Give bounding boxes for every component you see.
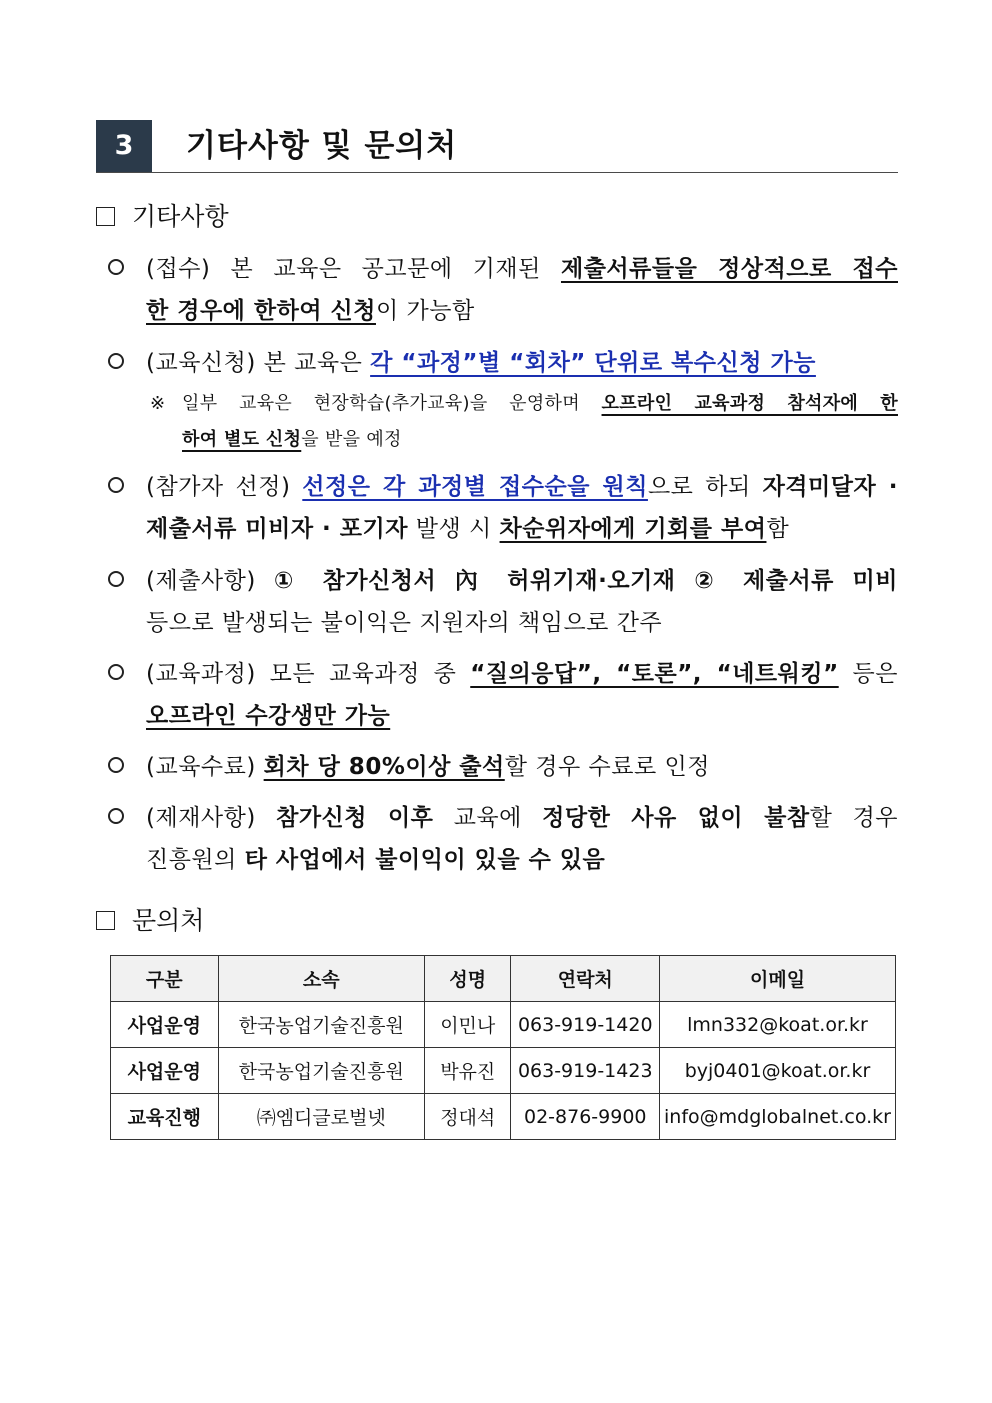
text-segment: 회차 당 80%이상 출석 [263,754,505,780]
text-segment: (교육수료) [146,754,264,780]
bullet-text [146,466,898,550]
circle-bullet-icon [108,560,130,602]
cell-organization: 한국농업기술진흥원 [218,1002,424,1048]
text-segment: 함 [766,516,790,542]
column-header: 성명 [424,956,511,1002]
cell-phone: 063-919-1420 [511,1002,660,1048]
text-segment: 각 “과정”별 “회차” 단위로 복수신청 가능 [370,350,816,376]
bullet-item [108,342,898,384]
cell-phone: 063-919-1423 [511,1048,660,1094]
subheading-contact [96,905,204,937]
text-segment: 이 가능함 [375,298,475,324]
table-row [111,1048,896,1094]
bullet-text [146,653,898,737]
text-line [146,290,898,332]
square-bullet-icon [96,207,115,226]
cell-category: 사업운영 [111,1002,219,1048]
note-mark: ※ [150,393,166,414]
text-segment: 제출서류들을 정상적으로 접수 [560,256,898,282]
text-segment: 오프라인 수강생만 가능 [146,703,391,729]
bullet-item [108,248,898,332]
text-segment: 타 사업에서 불이익이 있을 수 있음 [244,847,606,873]
circle-bullet-icon [108,653,130,695]
table-row [111,1002,896,1048]
bullet-text [146,342,898,384]
cell-name: 이민나 [424,1002,511,1048]
cell-organization: 한국농업기술진흥원 [218,1048,424,1094]
column-header: 소속 [218,956,424,1002]
cell-email[interactable]: info@mdglobalnet.co.kr [660,1094,896,1140]
square-bullet-icon [96,911,115,930]
text-segment: 제출서류 미비자 · 포기자 [146,516,408,542]
cell-category: 교육진행 [111,1094,219,1140]
contact-table [110,955,896,1140]
cell-email[interactable]: lmn332@koat.or.kr [660,1002,896,1048]
text-segment: ① 참가신청서 內 허위기재·오기재 ② 제출서류 미비 [273,568,898,594]
cell-email[interactable]: byj0401@koat.or.kr [660,1048,896,1094]
text-segment: 을 받을 예정 [301,429,402,450]
bullet-text [146,746,898,788]
text-line [146,342,898,384]
text-segment: 한 경우에 한하여 신청 [146,298,376,324]
text-line [146,602,898,644]
text-line [146,653,898,695]
text-segment: “질의응답”, “토론”, “네트워킹” [470,661,839,687]
text-line [146,797,898,839]
text-segment: 등은 [838,661,898,687]
text-segment: 자격미달자 · [762,474,898,500]
text-segment: 할 경우 [809,805,899,831]
cell-name: 박유진 [424,1048,511,1094]
bullet-item [108,653,898,737]
circle-bullet-icon [108,746,130,788]
text-line [146,695,898,737]
text-segment: (참가자 선정) [146,474,303,500]
text-segment: 차순위자에게 기회를 부여 [499,516,767,542]
table-header-row [111,956,896,1002]
text-segment: 할 경우 수료로 인정 [504,754,710,780]
bullet-item [108,560,898,644]
text-line [182,422,898,458]
text-segment: 으로 하되 [647,474,763,500]
circle-bullet-icon [108,797,130,839]
cell-name: 정대석 [424,1094,511,1140]
subheading-etc [96,201,229,233]
text-segment: 교육에 [433,805,543,831]
text-segment: (교육과정) 모든 교육과정 중 [146,661,471,687]
bullet-text [146,248,898,332]
bullet-text [146,560,898,644]
bullet-item [108,746,898,788]
text-segment: 정당한 사유 없이 불참 [542,805,810,831]
column-header: 구분 [111,956,219,1002]
text-segment: (접수) 본 교육은 공고문에 기재된 [146,256,561,282]
subheading-contact-label: 문의처 [132,906,205,935]
column-header: 연락처 [511,956,660,1002]
subheading-etc-label: 기타사항 [132,202,229,231]
bullet-item [108,797,898,881]
text-segment: (교육신청) 본 교육은 [146,350,371,376]
text-line [146,560,898,602]
note [150,386,898,458]
bullet-text [146,797,898,881]
text-segment: 선정은 각 과정별 접수순을 원칙 [302,474,648,500]
cell-category: 사업운영 [111,1048,219,1094]
cell-organization: ㈜엠디글로벌넷 [218,1094,424,1140]
text-line [146,466,898,508]
text-segment: 진흥원의 [146,847,245,873]
text-segment: (제출사항) [146,568,274,594]
text-segment: 하여 별도 신청 [182,429,302,450]
text-line [146,508,898,550]
text-line [146,248,898,290]
text-segment: (제재사항) [146,805,277,831]
text-line [146,746,898,788]
text-segment: 발생 시 [407,516,500,542]
circle-bullet-icon [108,342,130,384]
bullet-item [108,466,898,550]
note-text [182,386,898,458]
text-segment: 오프라인 교육과정 참석자에 한 [601,393,898,414]
cell-phone: 02-876-9900 [511,1094,660,1140]
text-segment: 등으로 발생되는 불이익은 지원자의 책임으로 간주 [146,610,663,636]
column-header: 이메일 [660,956,896,1002]
table-row [111,1094,896,1140]
section-title: 기타사항 및 문의처 [186,128,458,164]
text-line [182,386,898,422]
text-line [146,839,898,881]
circle-bullet-icon [108,248,130,290]
text-segment: 일부 교육은 현장학습(추가교육)을 운영하며 [182,393,602,414]
text-segment: 참가신청 이후 [276,805,434,831]
section-number: 3 [96,120,152,172]
section-header [96,120,898,173]
circle-bullet-icon [108,466,130,508]
